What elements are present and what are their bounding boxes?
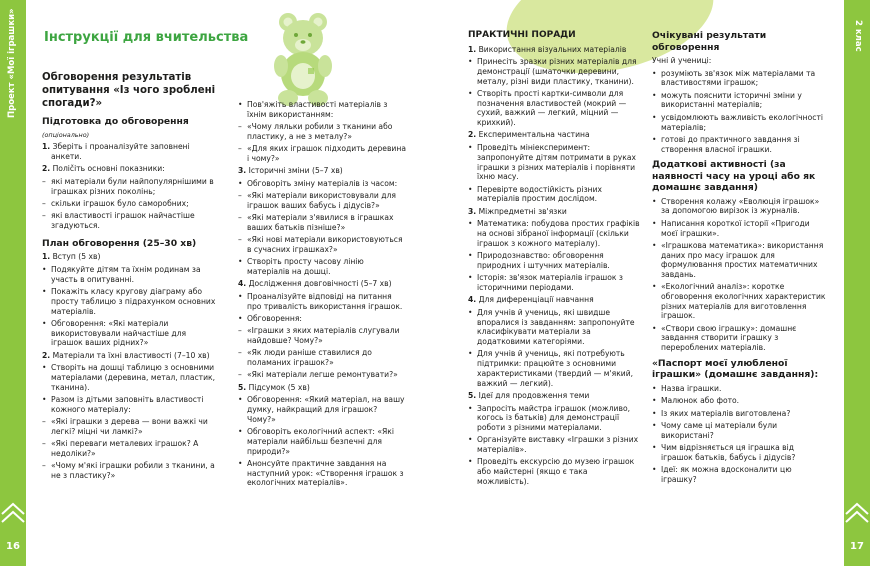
list-item: • Чому саме ці матеріали були використані? (652, 421, 826, 440)
list-item: • Чим відрізняється ця іграшка від іграшок батьків, бабусь і дідусів? (652, 443, 826, 462)
results-title: Очікувані результати обговорення (652, 30, 767, 53)
list-item: – «Іграшки з яких матеріалів слугували найдовше? Чому?» (238, 326, 408, 345)
step: 4. Дослідження довговічності (5–7 хв) (238, 279, 392, 289)
list-item: • Проведіть екскурсію до музею іграшок або майстерні (якщо є така можливість). (468, 457, 640, 486)
plan-title: План обговорення (25–30 хв) (42, 237, 197, 249)
list-item: • Назва іграшки. (652, 384, 826, 394)
step: 1. Використання візуальних матеріалів (468, 44, 627, 54)
list-item: – «Чому ляльки робили з тканини або пластику, а не з металу?» (238, 122, 408, 141)
list-item: • Для учнів й учениць, які потребують підтримки: працюйте з основними характеристиками (твердий — м'який, важкий — легкий). (468, 349, 640, 388)
list-item: • Ідеї: як можна вдосконалити цю іграшку? (652, 465, 826, 484)
list-item: • Принесіть зразки різних матеріалів для демонстрації (шматочки деревини, металу, різні види пластику, тканини). (468, 57, 640, 86)
survey-heading: Обговорення результатів опитування «Із чого зроблені спогади?» (42, 72, 216, 109)
list-item: • Малюнок або фото. (652, 396, 826, 406)
list-item: • Історія: зв'язок матеріалів іграшок з історичними періодами. (468, 273, 640, 292)
list-item: – «Для яких іграшок підходить деревина і чому?» (238, 144, 408, 163)
column-4 (652, 30, 826, 487)
step: 3. Історичні зміни (5–7 хв) (238, 166, 343, 176)
left-sidebar (0, 0, 26, 566)
list-item: – «Чому м'які іграшки робили з тканини, а не з пластику?» (42, 461, 220, 480)
practical-tips-heading: ПРАКТИЧНІ ПОРАДИ (468, 30, 576, 40)
prep-note: (опціонально) (42, 130, 90, 139)
list-item: • Анонсуйте практичне завдання на наступний урок: «Створення іграшок з екологічних матеріалів». (238, 459, 408, 488)
step: 5. Ідеї для продовження теми (468, 390, 590, 400)
list-item: • Обговорення: «Який матеріал, на вашу думку, найкращий для іграшок? Чому?» (238, 395, 408, 424)
step: 3. Міжпредметні зв'язки (468, 206, 567, 216)
page-number-left: 16 (6, 541, 20, 552)
list-item: • «Створи свою іграшку»: домашнє завдання створити іграшку з перероблених матеріалів. (652, 324, 826, 353)
list-item: • Написання короткої історії «Пригоди моєї іграшки». (652, 219, 826, 238)
step: 2. Матеріали та їхні властивості (7–10 хв) (42, 350, 210, 360)
list-item: – «Які матеріали використовували для іграшок ваших бабусь і дідусів?» (238, 191, 408, 210)
teddy-bear-icon (268, 8, 340, 108)
list-item: • Обговоріть екологічний аспект: «Які матеріали найбільш безпечні для природи?» (238, 427, 408, 456)
list-item: • Обговоріть зміну матеріалів із часом: (238, 179, 408, 189)
list-item: • Пов'яжіть властивості матеріалів з їхнім використанням: (238, 100, 408, 119)
extra-title: Додаткові активності (за наявності часу на уроці або як домашнє завдання) (652, 159, 816, 194)
column-2 (238, 100, 408, 491)
list-item: – «Які нові матеріали використовуються в сучасних іграшках?» (238, 235, 408, 254)
list-item: • Проаналізуйте відповіді на питання про тривалість використання іграшок. (238, 292, 408, 311)
list-item: • «Екологічний аналіз»: коротке обговорення екологічних характеристик різних матеріалів для виготовлення іграшок. (652, 282, 826, 321)
list-item: • Подякуйте дітям та їхнім родинам за участь в опитуванні. (42, 265, 220, 284)
list-item: – «Які переваги металевих іграшок? А недоліки?» (42, 439, 220, 458)
list-item: • готові до практичного завдання зі створення власної іграшки. (652, 135, 826, 154)
page-title: Інструкції для вчительства (44, 30, 249, 45)
list-item: • Обговорення: (238, 314, 408, 324)
list-item: • Створіть на дошці таблицю з основними матеріалами (деревина, метал, пластик, тканина). (42, 363, 220, 392)
step: 2. Поліčіть основні показники: (42, 164, 165, 174)
step: 2. Експериментальна частина (468, 130, 590, 140)
list-item: • Математика: побудова простих графіків на основі зібраної інформації (скільки іграшок з кожного матеріалу). (468, 219, 640, 248)
list-item: • Організуйте виставку «Іграшки з різних матеріалів». (468, 435, 640, 454)
list-item: – скільки іграшок було саморобних; (42, 199, 220, 209)
chevron-decoration-icon (0, 500, 26, 530)
list-item: • Разом із дітьми заповніть властивості кожного матеріалу: (42, 395, 220, 414)
list-item: – «Які матеріали з'явилися в іграшках ваших батьків пізніше?» (238, 213, 408, 232)
list-item: • усвідомлюють важливість екологічності матеріалів; (652, 113, 826, 132)
list-item: • Проведіть мініексперимент: запропонуйте дітям потримати в руках іграшки з різних матеріалів і порівняти їхню масу. (468, 143, 640, 182)
list-item: • Обговорення: «Які матеріали використовували найчастіше для іграшок ваших рідних?» (42, 319, 220, 348)
list-item: • Створіть просту часову лінію матеріалів на дошці. (238, 257, 408, 276)
list-item: • «Іграшкова математика»: використання даних про масу іграшок для формулювання простих математичних завдань. (652, 241, 826, 280)
project-label: Проект «Мої іграшки» (7, 8, 17, 118)
passport-title: «Паспорт моєї улюбленої іграшки» (домашнє завдання): (652, 357, 819, 381)
results-intro: Учні й учениці: (652, 56, 712, 65)
step: 1. Вступ (5 хв) (42, 252, 101, 262)
list-item: – «Які матеріали легше ремонтувати?» (238, 370, 408, 380)
list-item: • можуть пояснити історичні зміни у використанні матеріалів; (652, 91, 826, 110)
page-number-right: 17 (850, 541, 864, 552)
list-item: • розуміють зв'язок між матеріалами та властивостями іграшок; (652, 69, 826, 88)
right-sidebar (844, 0, 870, 566)
chevron-decoration-icon (844, 500, 870, 530)
list-item: • Запросіть майстра іграшок (можливо, когось із батьків) для демонстрації роботи з різними матеріалами. (468, 404, 640, 433)
list-item: • Створіть прості картки-символи для позначення властивостей (мокрий — сухий, важкий — легкий, міцний — крихкий). (468, 89, 640, 128)
list-item: – «Як люди раніше ставилися до поламаних іграшок?» (238, 348, 408, 367)
list-item: • Покажіть класу кругову діаграму або просту таблицю з підрахунком основних матеріалів. (42, 287, 220, 316)
step: 1. Зберіть і проаналізуйте заповнені анкети. (42, 141, 190, 161)
list-item: • Для учнів й учениць, які швидше впоралися із завданням: запропонуйте класифікувати матеріали за додатковими категоріями. (468, 308, 640, 347)
list-item: – які матеріали були найпопулярнішими в іграшках різних поколінь; (42, 177, 220, 196)
step: 4. Для диференціації навчання (468, 295, 594, 305)
list-item: • Природознавство: обговорення природних і штучних матеріалів. (468, 251, 640, 270)
step: 5. Підсумок (5 хв) (238, 382, 310, 392)
grade-label: 2 клас (853, 20, 863, 52)
prep-title: Підготовка до обговорення (42, 116, 189, 128)
column-1 (42, 72, 220, 483)
column-3 (468, 30, 640, 489)
list-item: • Створення колажу «Еволюція іграшок» за допомогою вирізок із журналів. (652, 197, 826, 216)
list-item: – які властивості іграшок найчастіше згадуються. (42, 211, 220, 230)
list-item: – «Які іграшки з дерева — вони важкі чи легкі? міцні чи ламкі?» (42, 417, 220, 436)
list-item: • Із яких матеріалів виготовлена? (652, 409, 826, 419)
list-item: • Перевірте водостійкість різних матеріалів простим дослідом. (468, 185, 640, 204)
